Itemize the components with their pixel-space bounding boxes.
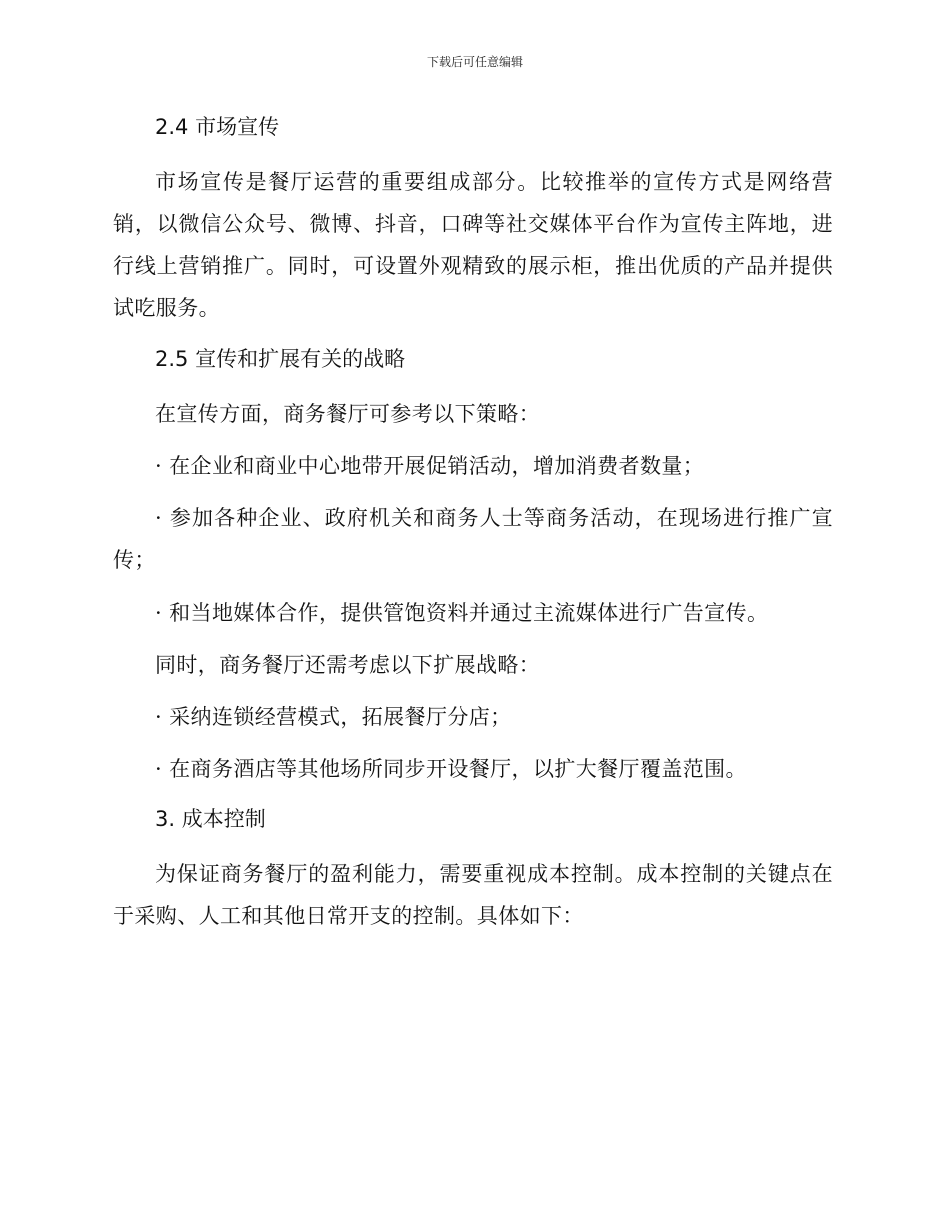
paragraph-strategy-intro: 在宣传方面，商务餐厅可参考以下策略： xyxy=(155,402,541,426)
section-heading-3: 3. 成本控制 xyxy=(155,807,266,831)
page-header: 下载后可任意编辑 xyxy=(426,55,523,69)
bullet-item: · 和当地媒体合作，提供管饱资料并通过主流媒体进行广告宣传。 xyxy=(155,601,769,625)
bullet-item: · 采纳连锁经营模式，拓展餐厅分店； xyxy=(155,705,512,729)
bullet-item: · 在企业和商业中心地带开展促销活动，增加消费者数量； xyxy=(155,454,705,478)
section-heading-2-5: 2.5 宣传和扩展有关的战略 xyxy=(155,347,406,371)
bullet-item: · 在商务酒店等其他场所同步开设餐厅，以扩大餐厅覆盖范围。 xyxy=(155,757,747,781)
bullet-item: · 参加各种企业、政府机关和商务人士等商务活动，在现场进行推广宣传； xyxy=(113,506,833,572)
section-heading-2-4: 2.4 市场宣传 xyxy=(155,115,280,139)
document-body xyxy=(113,108,833,948)
paragraph-cost-control: 为保证商务餐厅的盈利能力，需要重视成本控制。成本控制的关键点在于采购、人工和其他日常开支的控制。具体如下： xyxy=(113,862,833,928)
paragraph-expansion-intro: 同时，商务餐厅还需考虑以下扩展战略： xyxy=(155,653,541,677)
paragraph-marketing: 市场宣传是餐厅运营的重要组成部分。比较推举的宣传方式是网络营销，以微信公众号、微博、抖音，口碑等社交媒体平台作为宣传主阵地，进行线上营销推广。同时，可设置外观精致的展示柜，推出优质的产品并提供试吃服务。 xyxy=(113,170,833,320)
